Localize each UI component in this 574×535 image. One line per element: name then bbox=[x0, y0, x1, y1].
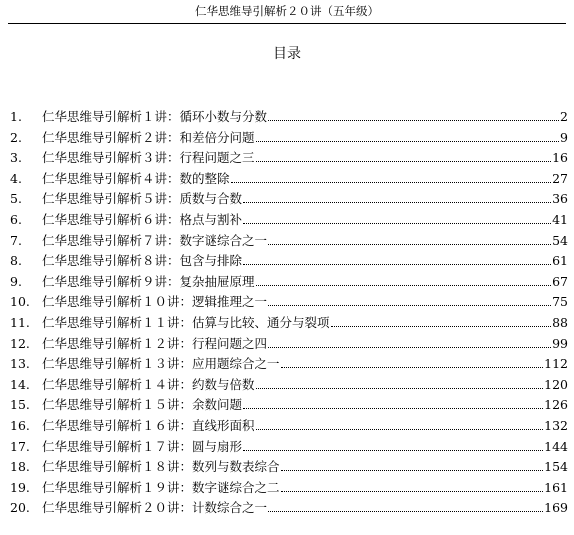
toc-entry-page-number[interactable]: 99 bbox=[552, 335, 568, 351]
toc-entry-page-number[interactable]: 41 bbox=[552, 211, 568, 227]
page-title: 目录 bbox=[273, 46, 301, 62]
toc-entry-title[interactable]: 仁华思维导引解析９讲：复杂抽屉原理 bbox=[42, 273, 255, 289]
toc-entry-title[interactable]: 仁华思维导引解析２０讲：计数综合之一 bbox=[42, 500, 268, 516]
page-header: 仁华思维导引解析２０讲（五年级） bbox=[195, 4, 379, 18]
toc-entry-page-number[interactable]: 75 bbox=[552, 294, 568, 310]
toc-entry-page-number[interactable]: 126 bbox=[544, 397, 568, 413]
toc-entry[interactable] bbox=[10, 274, 568, 295]
dot-leader bbox=[268, 511, 543, 512]
toc-entry[interactable] bbox=[10, 130, 568, 151]
dot-leader bbox=[243, 264, 551, 265]
toc-entry-page-number[interactable]: 36 bbox=[552, 191, 568, 207]
toc-entry-number: 1. bbox=[10, 109, 22, 124]
toc-entry-number: 20. bbox=[10, 500, 30, 516]
toc-entry-number: 8. bbox=[10, 253, 22, 269]
toc-entry[interactable] bbox=[10, 377, 568, 398]
dot-leader bbox=[256, 161, 552, 162]
toc-entry-page-number[interactable]: 132 bbox=[544, 417, 568, 433]
toc-entry-number: 14. bbox=[10, 376, 30, 392]
toc-entry-title[interactable]: 仁华思维导引解析１２讲：行程问题之四 bbox=[42, 335, 268, 351]
toc-entry-number: 11. bbox=[10, 314, 30, 330]
dot-leader bbox=[243, 223, 551, 224]
dot-leader bbox=[243, 202, 551, 203]
toc-entry-number: 6. bbox=[10, 211, 22, 227]
dot-leader bbox=[281, 470, 544, 471]
toc-entry-title[interactable]: 仁华思维导引解析１８讲：数列与数表综合 bbox=[42, 459, 280, 475]
toc-entry-number: 9. bbox=[10, 273, 22, 289]
dot-leader bbox=[256, 141, 560, 142]
toc-entry-page-number[interactable]: 144 bbox=[544, 438, 568, 454]
toc-entry-title[interactable]: 仁华思维导引解析１４讲：约数与倍数 bbox=[42, 376, 255, 392]
toc-entry-page-number[interactable]: 2 bbox=[560, 109, 568, 124]
toc-entry[interactable] bbox=[10, 439, 568, 460]
toc-entry-page-number[interactable]: 88 bbox=[552, 314, 568, 330]
table-of-contents bbox=[10, 109, 568, 521]
toc-entry[interactable] bbox=[10, 171, 568, 192]
toc-entry-title[interactable]: 仁华思维导引解析５讲：质数与合数 bbox=[42, 191, 243, 207]
toc-entry-page-number[interactable]: 169 bbox=[544, 500, 568, 516]
toc-entry-page-number[interactable]: 9 bbox=[560, 129, 568, 145]
dot-leader bbox=[281, 491, 544, 492]
toc-entry-number: 3. bbox=[10, 150, 22, 166]
toc-entry[interactable] bbox=[10, 336, 568, 357]
dot-leader bbox=[256, 388, 544, 389]
toc-entry[interactable] bbox=[10, 397, 568, 418]
toc-entry-page-number[interactable]: 161 bbox=[544, 479, 568, 495]
toc-entry-title[interactable]: 仁华思维导引解析２讲：和差倍分问题 bbox=[42, 129, 255, 145]
toc-entry-page-number[interactable]: 16 bbox=[552, 150, 568, 166]
toc-entry[interactable] bbox=[10, 212, 568, 233]
toc-entry[interactable] bbox=[10, 109, 568, 130]
dot-leader bbox=[231, 182, 552, 183]
toc-entry[interactable] bbox=[10, 315, 568, 336]
dot-leader bbox=[268, 120, 559, 121]
toc-entry[interactable] bbox=[10, 480, 568, 501]
toc-entry[interactable] bbox=[10, 356, 568, 377]
toc-entry-page-number[interactable]: 61 bbox=[552, 253, 568, 269]
toc-entry-title[interactable]: 仁华思维导引解析３讲：行程问题之三 bbox=[42, 150, 255, 166]
dot-leader bbox=[268, 305, 551, 306]
toc-entry-page-number[interactable]: 120 bbox=[544, 376, 568, 392]
toc-entry-number: 2. bbox=[10, 129, 22, 145]
toc-entry[interactable] bbox=[10, 459, 568, 480]
toc-entry-number: 19. bbox=[10, 479, 30, 495]
toc-entry[interactable] bbox=[10, 233, 568, 254]
toc-entry-page-number[interactable]: 154 bbox=[544, 459, 568, 475]
toc-entry-page-number[interactable]: 67 bbox=[552, 273, 568, 289]
dot-leader bbox=[268, 347, 551, 348]
toc-entry-number: 7. bbox=[10, 232, 22, 248]
toc-entry-title[interactable]: 仁华思维导引解析７讲：数字谜综合之一 bbox=[42, 232, 268, 248]
toc-entry-title[interactable]: 仁华思维导引解析１０讲：逻辑推理之一 bbox=[42, 294, 268, 310]
dot-leader bbox=[256, 285, 552, 286]
dot-leader bbox=[281, 367, 544, 368]
toc-entry[interactable] bbox=[10, 500, 568, 521]
toc-entry[interactable] bbox=[10, 191, 568, 212]
toc-entry-title[interactable]: 仁华思维导引解析４讲：数的整除 bbox=[42, 170, 230, 186]
toc-entry-number: 18. bbox=[10, 459, 30, 475]
toc-entry[interactable] bbox=[10, 253, 568, 274]
dot-leader bbox=[243, 408, 543, 409]
dot-leader bbox=[268, 244, 551, 245]
toc-entry[interactable] bbox=[10, 418, 568, 439]
dot-leader bbox=[256, 429, 544, 430]
header-rule bbox=[8, 23, 566, 24]
toc-entry[interactable] bbox=[10, 150, 568, 171]
toc-entry-number: 17. bbox=[10, 438, 30, 454]
dot-leader bbox=[243, 450, 543, 451]
toc-entry-page-number[interactable]: 112 bbox=[544, 356, 568, 372]
toc-entry-title[interactable]: 仁华思维导引解析１５讲：余数问题 bbox=[42, 397, 243, 413]
toc-entry[interactable] bbox=[10, 294, 568, 315]
toc-entry-page-number[interactable]: 54 bbox=[552, 232, 568, 248]
toc-entry-title[interactable]: 仁华思维导引解析１６讲：直线形面积 bbox=[42, 417, 255, 433]
toc-entry-number: 10. bbox=[10, 294, 30, 310]
toc-entry-title[interactable]: 仁华思维导引解析１１讲：估算与比较、通分与裂项 bbox=[42, 314, 330, 330]
toc-entry-number: 13. bbox=[10, 356, 30, 372]
toc-entry-number: 5. bbox=[10, 191, 22, 207]
toc-entry-title[interactable]: 仁华思维导引解析８讲：包含与排除 bbox=[42, 253, 243, 269]
toc-entry-title[interactable]: 仁华思维导引解析１３讲：应用题综合之一 bbox=[42, 356, 280, 372]
toc-entry-title[interactable]: 仁华思维导引解析１讲：循环小数与分数 bbox=[42, 109, 268, 124]
toc-entry-number: 16. bbox=[10, 417, 30, 433]
toc-entry-title[interactable]: 仁华思维导引解析１９讲：数字谜综合之二 bbox=[42, 479, 280, 495]
toc-entry-title[interactable]: 仁华思维导引解析１７讲：圆与扇形 bbox=[42, 438, 243, 454]
toc-entry-page-number[interactable]: 27 bbox=[552, 170, 568, 186]
dot-leader bbox=[331, 326, 552, 327]
toc-entry-number: 12. bbox=[10, 335, 30, 351]
toc-entry-title[interactable]: 仁华思维导引解析６讲：格点与割补 bbox=[42, 211, 243, 227]
toc-entry-number: 4. bbox=[10, 170, 22, 186]
toc-entry-number: 15. bbox=[10, 397, 30, 413]
